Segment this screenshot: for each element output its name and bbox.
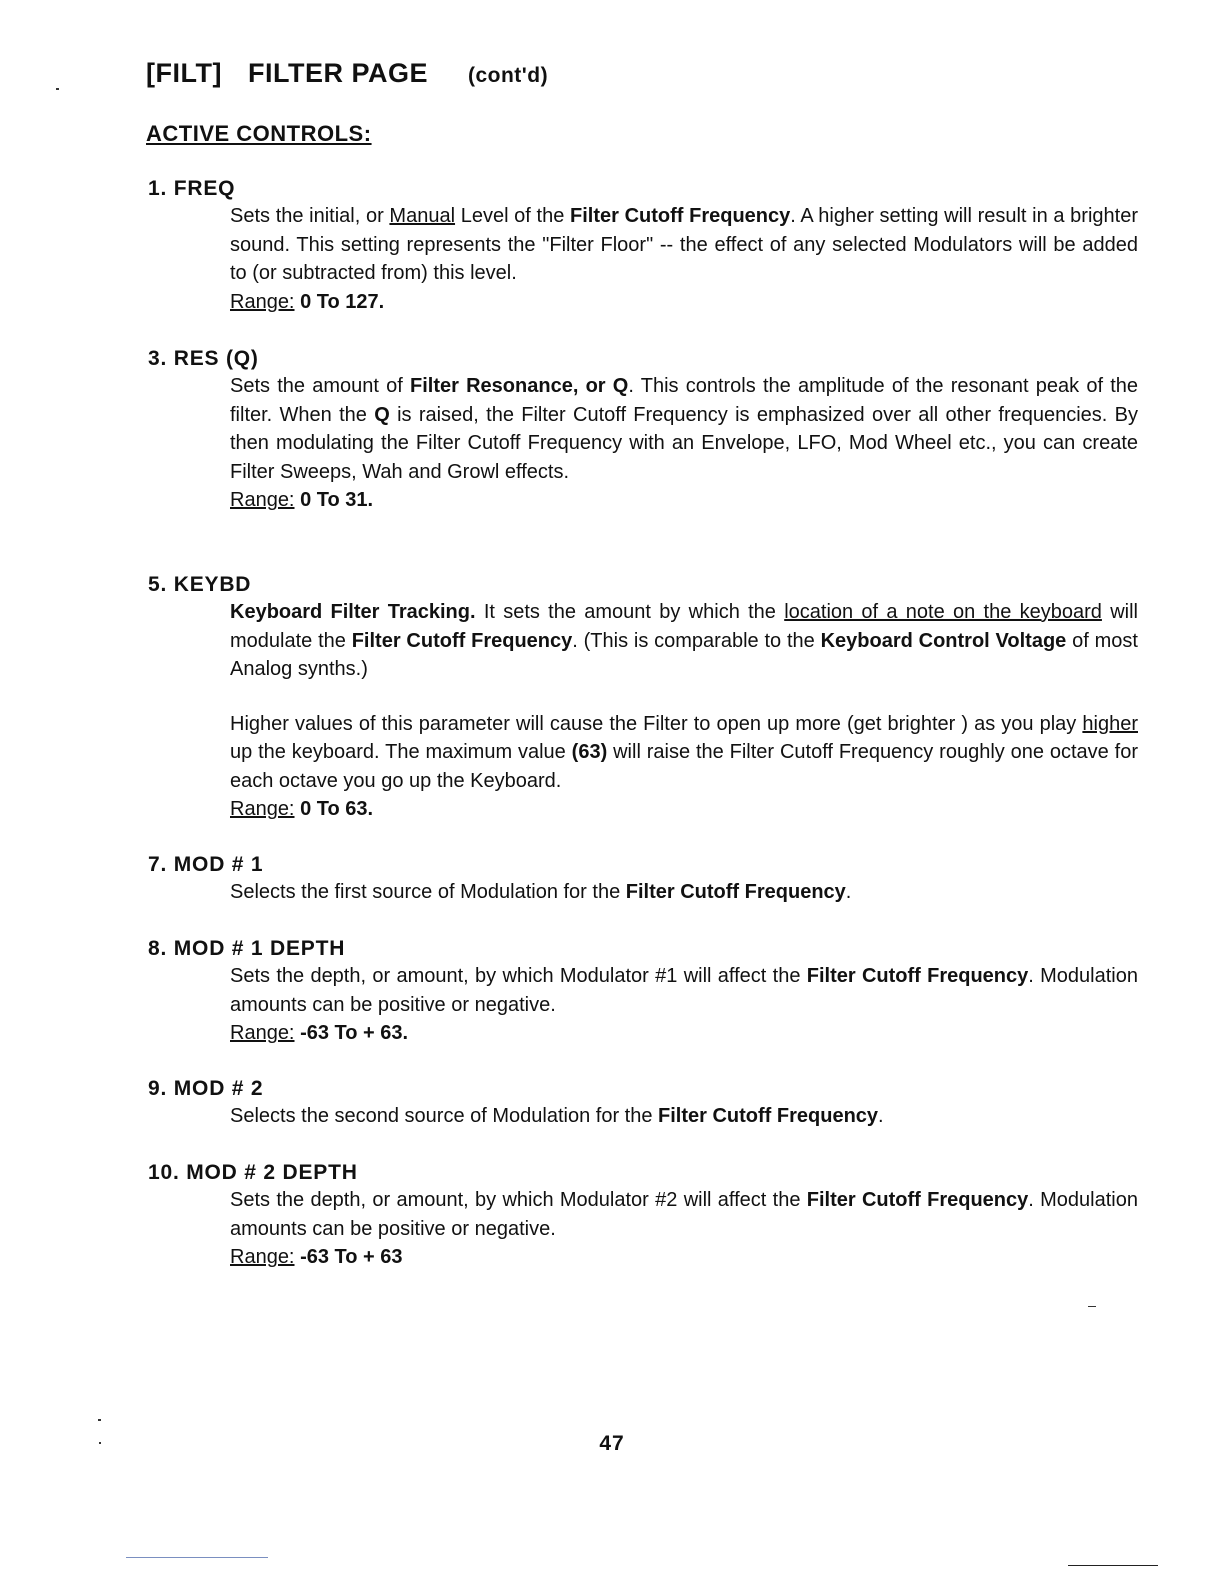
- text-run: Level of the: [455, 205, 571, 227]
- text-run: . (This is comparable to the: [572, 629, 821, 652]
- text-run: will modulate the: [230, 601, 1138, 652]
- description-paragraph: [230, 878, 1138, 907]
- control-heading: [148, 346, 1138, 372]
- footer-rule-right: [1068, 1565, 1158, 1566]
- control-name: RES (Q): [173, 347, 259, 370]
- text-run: . Modulation amounts can be positive or negative.: [230, 1189, 1138, 1240]
- continued-note: (cont'd): [467, 64, 549, 87]
- text-run: location of a note on the keyboard: [784, 601, 1102, 623]
- control-item-freq: [148, 176, 1138, 316]
- description-paragraph: [230, 202, 1138, 288]
- control-heading: [148, 936, 1138, 962]
- control-name: MOD # 1 DEPTH: [173, 937, 346, 960]
- control-item-mod1-depth: [148, 936, 1138, 1048]
- section-heading: ACTIVE CONTROLS:: [146, 121, 372, 146]
- scan-speck: [99, 1442, 101, 1444]
- control-heading: [148, 572, 1138, 598]
- range-label: Range:: [230, 290, 295, 313]
- control-item-mod1: [148, 852, 1138, 907]
- page-number: 47: [599, 1432, 625, 1455]
- control-number: 8.: [148, 937, 168, 960]
- control-description: [230, 372, 1138, 515]
- description-paragraph: [230, 962, 1138, 1019]
- range-line: [230, 795, 1138, 824]
- text-run: It sets the amount by which the: [475, 601, 785, 623]
- text-run: Filter Cutoff Frequency: [625, 881, 846, 903]
- description-paragraph: [230, 372, 1138, 486]
- text-run: Keyboard Filter Tracking.: [230, 601, 476, 623]
- control-name: FREQ: [173, 177, 236, 200]
- page-title: [146, 58, 548, 89]
- scan-speck: [1088, 1306, 1096, 1307]
- control-item-mod2-depth: [148, 1160, 1138, 1272]
- text-run: Sets the depth, or amount, by which Modulator #2 will affect the: [230, 1189, 807, 1211]
- text-run: .: [845, 881, 852, 903]
- text-run: Filter Cutoff Frequency: [806, 1189, 1029, 1211]
- footer-rule: [126, 1557, 268, 1558]
- range-value: 0 To 31.: [300, 489, 374, 511]
- text-run: Selects the first source of Modulation for the: [230, 881, 626, 903]
- range-line: [230, 288, 1138, 317]
- control-number: 10.: [148, 1161, 180, 1184]
- control-number: 3.: [148, 347, 168, 370]
- text-run: Keyboard Control Voltage: [820, 629, 1067, 652]
- range-label: Range:: [230, 489, 295, 511]
- control-heading: [148, 1076, 1138, 1102]
- range-line: [230, 1019, 1138, 1048]
- text-run: Higher values of this parameter will cause the Filter to open up more (get brighter ) as you play: [230, 712, 1083, 735]
- text-run: Manual: [389, 205, 456, 227]
- control-description: [230, 1186, 1138, 1272]
- range-value: 0 To 63.: [300, 798, 374, 820]
- control-item-res: [148, 346, 1138, 515]
- text-run: Selects the second source of Modulation for the: [230, 1105, 659, 1127]
- scan-speck: [56, 88, 59, 90]
- text-run: .: [878, 1105, 884, 1127]
- text-run: higher: [1082, 712, 1138, 735]
- page-title-text: FILTER PAGE: [247, 58, 428, 88]
- text-run: . A higher setting will result in a brighter sound. This setting represents the "Filter Floor" -- the effect of any selected Modulators will be added to (or subtracted from) this level.: [230, 205, 1138, 284]
- range-line: [230, 486, 1138, 515]
- text-run: is raised, the Filter Cutoff Frequency is emphasized over all other frequencies. By then modulating the Filter Cutoff Frequency with an Envelope, LFO, Mod Wheel etc., you can create Filter Sweeps, Wah and Growl effects.: [230, 403, 1138, 483]
- description-paragraph: [230, 1102, 1138, 1131]
- control-name: MOD # 1: [173, 853, 264, 876]
- description-paragraph: [230, 598, 1138, 684]
- control-description: [230, 202, 1138, 316]
- range-value: 0 To 127.: [300, 290, 385, 313]
- description-paragraph: [230, 1186, 1138, 1243]
- page-tag: [FILT]: [146, 58, 222, 88]
- text-run: . This controls the amplitude of the resonant peak of the filter. When the: [230, 375, 1139, 426]
- text-run: Filter Cutoff Frequency: [658, 1105, 879, 1127]
- text-run: of most Analog synths.): [230, 629, 1138, 680]
- control-number: 5.: [148, 573, 168, 596]
- range-label: Range:: [230, 1246, 295, 1268]
- control-name: KEYBD: [173, 573, 252, 596]
- text-run: Sets the initial, or: [230, 205, 390, 227]
- range-line: [230, 1243, 1138, 1272]
- text-run: (63): [571, 741, 608, 763]
- description-paragraph: [230, 710, 1138, 796]
- range-value: -63 To + 63: [300, 1246, 403, 1268]
- text-run: Filter Cutoff Frequency: [570, 205, 791, 227]
- control-name: MOD # 2: [173, 1077, 264, 1100]
- control-name: MOD # 2 DEPTH: [186, 1161, 358, 1184]
- text-run: Sets the depth, or amount, by which Modulator #1 will affect the: [230, 965, 807, 987]
- scan-speck: [98, 1419, 101, 1421]
- control-number: 9.: [148, 1077, 168, 1100]
- range-value: -63 To + 63.: [300, 1022, 409, 1044]
- control-number: 7.: [148, 853, 168, 876]
- control-heading: [148, 1160, 1138, 1186]
- text-run: . Modulation amounts can be positive or negative.: [230, 965, 1138, 1016]
- control-description: [230, 962, 1138, 1048]
- range-label: Range:: [230, 1022, 295, 1044]
- text-run: Filter Cutoff Frequency: [806, 965, 1029, 987]
- text-run: Filter Cutoff Frequency: [351, 629, 573, 652]
- control-description: [230, 878, 1138, 907]
- control-item-keybd: [148, 572, 1138, 824]
- range-label: Range:: [230, 798, 295, 820]
- text-run: Sets the amount of: [230, 375, 411, 397]
- control-number: 1.: [148, 177, 168, 200]
- text-run: will raise the Filter Cutoff Frequency roughly one octave for each octave you go up the Keyboard.: [230, 741, 1139, 792]
- control-item-mod2: [148, 1076, 1138, 1131]
- control-description: [230, 1102, 1138, 1131]
- text-run: up the keyboard. The maximum value: [230, 741, 572, 763]
- text-run: Q: [374, 403, 390, 426]
- control-heading: [148, 852, 1138, 878]
- text-run: Filter Resonance, or Q: [410, 375, 629, 397]
- control-heading: [148, 176, 1138, 202]
- control-description: [230, 598, 1138, 824]
